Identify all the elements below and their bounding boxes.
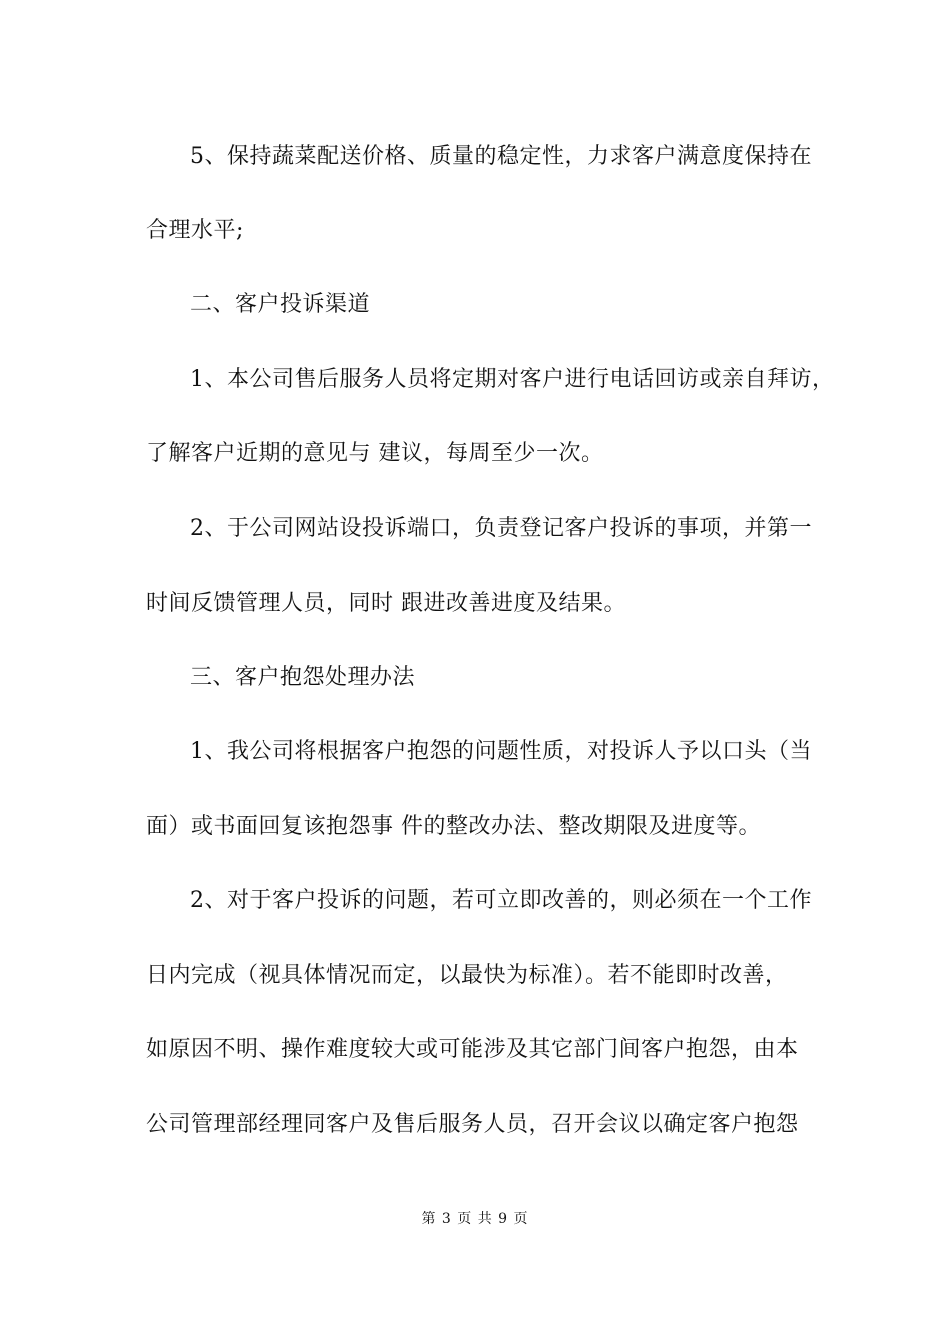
paragraph-line: 5、保持蔬菜配送价格、质量的稳定性，力求客户满意度保持在 <box>190 144 812 169</box>
paragraph-line: 2、于公司网站设投诉端口，负责登记客户投诉的事项，并第一 <box>190 516 812 541</box>
paragraph-line: 如原因不明、操作难度较大或可能涉及其它部门间客户抱怨，由本 <box>146 1037 799 1062</box>
paragraph-line: 公司管理部经理同客户及售后服务人员，召开会议以确定客户抱怨 <box>146 1112 799 1137</box>
section-heading: 二、客户投诉渠道 <box>190 292 371 317</box>
paragraph-line: 2、对于客户投诉的问题，若可立即改善的，则必须在一个工作 <box>190 888 812 913</box>
page-number-footer: 第 3 页 共 9 页 <box>421 1211 529 1227</box>
paragraph-line: 合理水平; <box>146 218 244 243</box>
paragraph-line: 1、本公司售后服务人员将定期对客户进行电话回访或亲自拜访， <box>190 367 835 392</box>
paragraph-line: 1、我公司将根据客户抱怨的问题性质，对投诉人予以口头（当 <box>190 739 812 764</box>
section-heading: 三、客户抱怨处理办法 <box>190 665 416 690</box>
paragraph-line: 了解客户近期的意见与 建议，每周至少一次。 <box>146 441 604 466</box>
paragraph-line: 日内完成（视具体情况而定，以最快为标准）。若不能即时改善， <box>146 963 788 988</box>
paragraph-line: 时间反馈管理人员，同时 跟进改善进度及结果。 <box>146 591 626 616</box>
paragraph-line: 面）或书面回复该抱怨事 件的整改办法、整改期限及进度等。 <box>146 814 761 839</box>
